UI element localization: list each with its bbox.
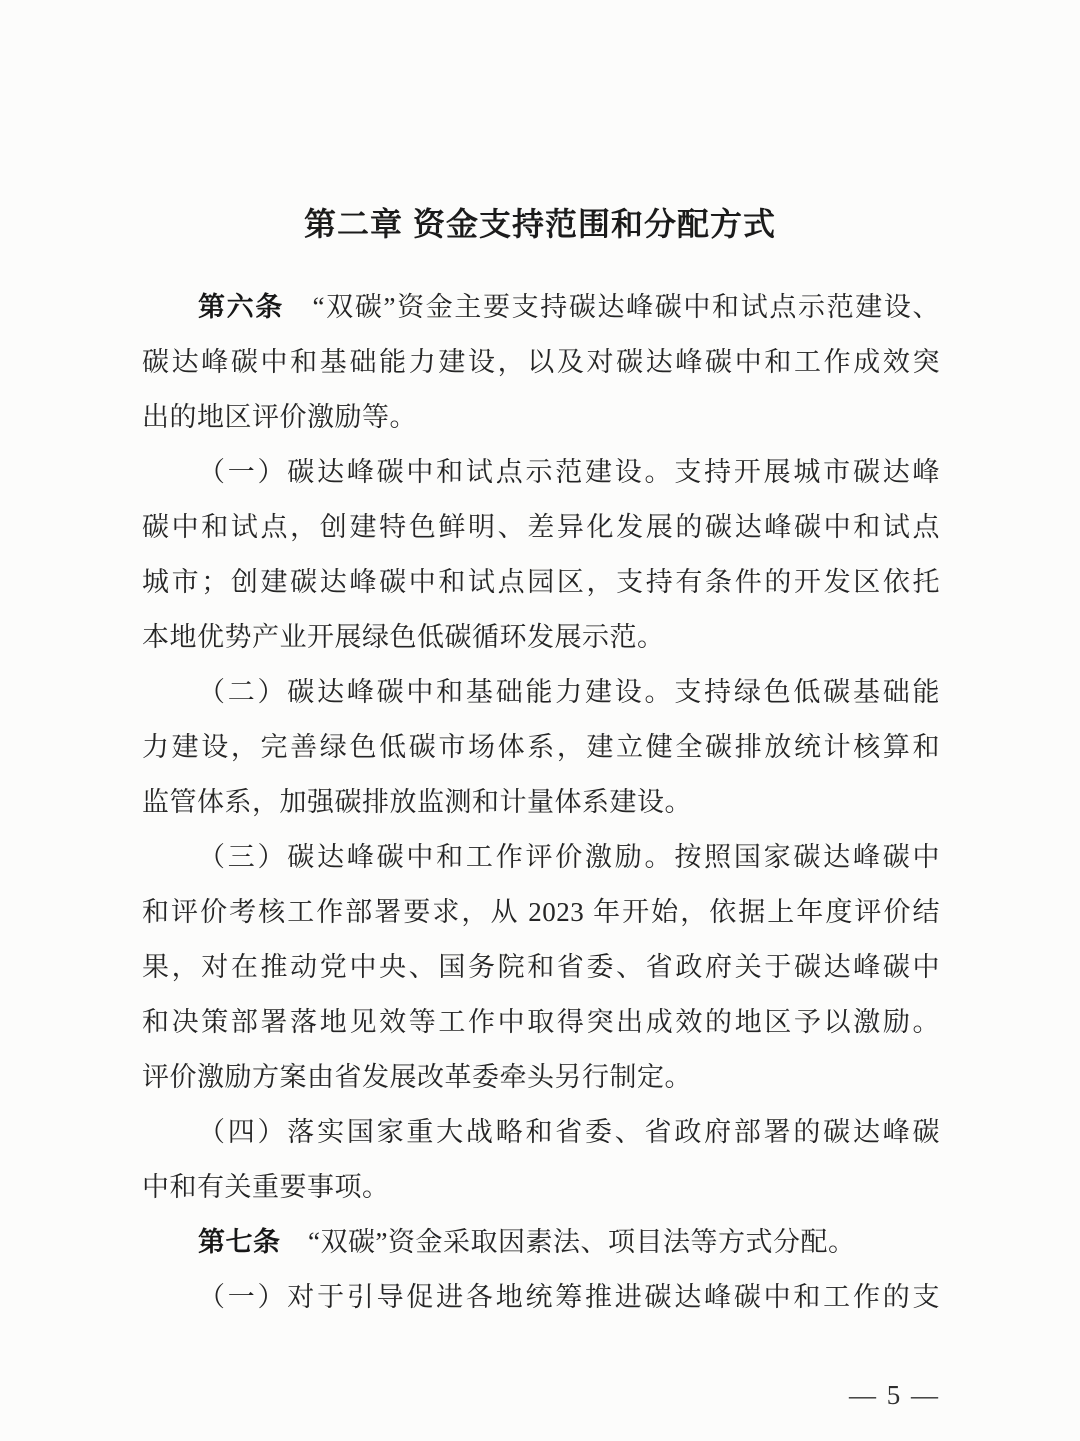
text-line xyxy=(142,1270,940,1325)
paragraph-article-7 xyxy=(142,1215,940,1270)
text-segment: “双碳”资金采取因素法、项目法等方式分配。 xyxy=(280,1227,856,1257)
text-segment: 中和有关重要事项。 xyxy=(142,1172,390,1202)
text-segment: 碳达峰碳中和基础能力建设，以及对碳达峰碳中和工作成效突 xyxy=(142,347,940,377)
text-segment: “双碳”资金主要支持碳达峰碳中和试点示范建设、 xyxy=(283,292,940,322)
text-line xyxy=(142,665,940,720)
text-line xyxy=(142,1105,940,1160)
text-line xyxy=(142,830,940,885)
text-segment: 果，对在推动党中央、国务院和省委、省政府关于碳达峰碳中 xyxy=(142,952,940,982)
text-line xyxy=(142,720,940,775)
chapter-heading: 第二章 资金支持范围和分配方式 xyxy=(304,206,776,242)
paragraph-item-4-major-strategy xyxy=(142,1105,940,1215)
text-line xyxy=(142,995,940,1050)
text-segment: 力建设，完善绿色低碳市场体系，建立健全碳排放统计核算和 xyxy=(142,732,940,762)
text-line xyxy=(142,885,940,940)
text-segment: （一）对于引导促进各地统筹推进碳达峰碳中和工作的支 xyxy=(198,1282,940,1312)
text-segment: （一）碳达峰碳中和试点示范建设。支持开展城市碳达峰 xyxy=(198,457,940,487)
text-segment: 城市；创建碳达峰碳中和试点园区，支持有条件的开发区依托 xyxy=(142,567,940,597)
text-line xyxy=(142,1160,940,1215)
text-line xyxy=(142,335,940,390)
text-segment: 出的地区评价激励等。 xyxy=(142,402,417,432)
text-line xyxy=(142,1215,940,1270)
text-line xyxy=(142,445,940,500)
text-segment: （四）落实国家重大战略和省委、省政府部署的碳达峰碳 xyxy=(198,1117,940,1147)
text-line xyxy=(142,390,940,445)
text-segment: 评价激励方案由省发展改革委牵头另行制定。 xyxy=(142,1062,692,1092)
text-segment: 监管体系，加强碳排放监测和计量体系建设。 xyxy=(142,787,692,817)
paragraph-item-1-allocation-guidance xyxy=(142,1270,940,1325)
text-segment: 和决策部署落地见效等工作中取得突出成效的地区予以激励。 xyxy=(142,1007,940,1037)
document-body xyxy=(142,280,940,1325)
text-line xyxy=(142,555,940,610)
text-line xyxy=(142,775,940,830)
text-segment: 和评价考核工作部署要求，从 2023 年开始，依据上年度评价结 xyxy=(142,897,940,927)
paragraph-article-6 xyxy=(142,280,940,445)
text-line xyxy=(142,610,940,665)
text-segment: 本地优势产业开展绿色低碳循环发展示范。 xyxy=(142,622,665,652)
article-number: 第六条 xyxy=(198,292,284,322)
paragraph-item-2-basic-capacity xyxy=(142,665,940,830)
text-line xyxy=(142,500,940,555)
article-number: 第七条 xyxy=(198,1227,281,1257)
text-line xyxy=(142,940,940,995)
text-segment: （二）碳达峰碳中和基础能力建设。支持绿色低碳基础能 xyxy=(198,677,940,707)
text-segment: 碳中和试点，创建特色鲜明、差异化发展的碳达峰碳中和试点 xyxy=(142,512,940,542)
page-number: — 5 — xyxy=(849,1380,940,1410)
paragraph-item-1-pilot-demonstration xyxy=(142,445,940,665)
paragraph-item-3-evaluation-incentive xyxy=(142,830,940,1105)
text-segment: （三）碳达峰碳中和工作评价激励。按照国家碳达峰碳中 xyxy=(198,842,940,872)
text-line xyxy=(142,1050,940,1105)
text-line xyxy=(142,280,940,335)
